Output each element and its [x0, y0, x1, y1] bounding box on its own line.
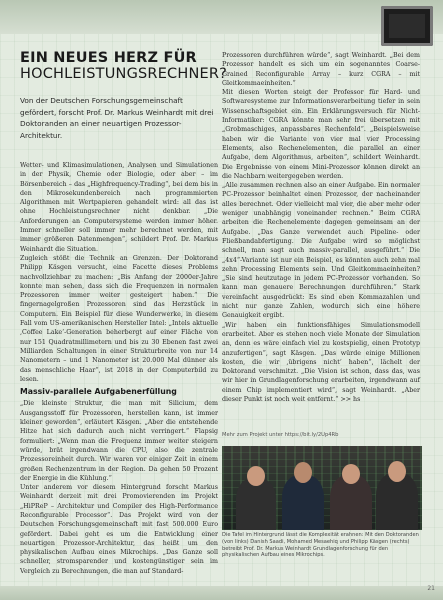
- paragraph: Wetter- und Klimasimulationen, Analysen und Simulationen in der Physik, Chemie oder Biologie, oder aber – im Börsenbereich – das „Highfrequency-Trading“, bei dem bis in den Mikrosekundenbereich nach programmierten Algorithmen mit Wertpapieren gehandelt wird: all das ist ohne Hochleistungsrechner nicht denkbar. „Die Anforderungen an Computersysteme werden immer höher. Immer schneller soll immer mehr berechnet werden, mit immer größeren Datenmengen“, schildert Prof. Dr. Markus Weinhardt die Situation.: [20, 162, 218, 253]
- text-column-right: [222, 51, 420, 404]
- paragraph: Unter anderem vor diesem Hintergrund forscht Markus Weinhardt derzeit mit drei Promovierenden im Projekt „HiPReP – Architektur und Compiler des High-Performance Reconfigurable Processor“. Das Projekt wird von der Deutschen Forschungsgemeinschaft mit fast 500.000 Euro gefördert. Dabei geht es um die Entwicklung einer neuartigen Prozessor-Architektur, das heißt um den physikalischen Aufbau eines Mikrochips. „Das Ganze soll schneller, stromsparender und kostengünstiger sein im Vergleich zu Berechnungen, die man auf Standard-: [20, 484, 218, 575]
- person-head: [247, 466, 265, 486]
- circuit-board-header: [0, 0, 443, 34]
- section-subheading: Massiv-parallele Aufgabenerfüllung: [20, 387, 177, 397]
- person-figure: [282, 475, 324, 530]
- paragraph: „Wir haben ein funktionsfähiges Simulationsmodell erarbeitet. Aber es stehen noch viele Monate der Simulation an, denn es wäre einfach viel zu kostspielig, einen Prototyp anzufertigen“, sagt Käsgen. „Das würde einige Millionen kosten, die wir ‚übrigens nicht‘ haben“, lächelt der Doktorand verschmitzt. „Die Vision ist schon, dass das, was wir hier in Grundlagenforschung erarbeiten, irgendwann auf einem Chip implementiert wird“, sagt Weinhardt. „Aber dieser Punkt ist noch weit entfernt.“ >> hs: [222, 321, 420, 403]
- photo-caption: Die Tafel im Hintergrund lässt die Komplexität erahnen: Mit den Doktoranden (von links) Danish Saadi, Mohamed Mesaehiq und Philipp Käsgen (rechts) betreibt Prof. Dr. Markus Weinhardt Grundlagenforschung für den physikalischen Aufbau eines Mikrochips.: [222, 532, 419, 559]
- person-head: [342, 464, 360, 484]
- lead-paragraph: Von der Deutschen Forschungsgemeinschaft gefördert, forscht Prof. Dr. Markus Weinhardt mit drei Doktoranden an einer neuartigen Prozessor-Architektur.: [20, 96, 214, 140]
- project-link[interactable]: Mehr zum Projekt unter https://bit.ly/2Up4Rb: [222, 432, 339, 438]
- paragraph: Zugleich stößt die Technik an Grenzen. Der Doktorand Philipp Käsgen versucht, eine Facette dieses Problems nachvollziehbar zu machen: „Bis Anfang der 2000er-Jahre konnte man sehen, dass sich die Frequenzen in normalen Prozessoren immer weiter gesteigert haben.“ Die fingernagelgroßen Prozessoren sind das Herzstück in Computern. Ein Beispiel für diese Wunderwerke, in diesem Fall vom US-amerikanischen Hersteller Intel: „Intels aktuelle ‚Coffee Lake‘-Generation beherbergt auf einer Fläche von nur 151 Quadratmillimetern und bis zu 30 Ebenen fast zwei Milliarden Schaltungen in einer Strukturbreite von nur 14 Nanometern – und 1 Nanometer ist 20.000 Mal dünner als das menschliche Haar“, ist 2018 in der Computerbild zu lesen.: [20, 254, 218, 383]
- paragraph: Mit diesen Worten steigt der Professor für Hard- und Softwaresysteme zur Informationsverarbeitung tiefer in sein Wissenschaftsgebiet ein. Ein Erklärungsversuch für Nicht-Informatiker: CGRA könnte man sehr frei übersetzen mit „Grobmaschiges, anpassbares Rechenfeld“. „Beispielsweise haben wir die Variante von vier mal vier Processing Elements, also Rechenelementen, die parallel an einer Aufgabe, dem Algorithmus, arbeiten“, schildert Weinhardt. Die Ergebnisse von einem Mini-Prozessor können direkt an die Nachbarn weitergegeben werden.: [222, 89, 420, 180]
- person-head: [294, 462, 312, 483]
- paragraph: „Die kleinste Struktur, die man mit Silicium, dem Ausgangsstoff für Prozessoren, herstellen kann, ist immer kleiner geworden“, erläutert Käsgen. „Aber die entstehende Hitze hat sich dadurch auch nicht verringert.“ Flapsig formuliert: „Wenn man die Frequenz immer weiter steigern würde, brät irgendwann die CPU, also die zentrale Prozessoreinheit durch. Wir waren vor einiger Zeit in einem großen Rechenzentrum in der Region. Da gehen 50 Prozent der Energie in die Kühlung.“: [20, 400, 218, 482]
- circuit-board-footer: [0, 586, 443, 600]
- paragraph: Prozessoren durchführen würde“, sagt Weinhardt. „Bei dem Prozessor handelt es sich um ein sogenanntes Coarse-Grained Reconfigurable Array – kurz CGRA – mit Gleitkommaeinheiten.“: [222, 52, 420, 87]
- headline-line-2: HOCHLEISTUNGSRECHNER?: [20, 66, 228, 82]
- team-photo: [222, 446, 422, 530]
- page-number: 21: [427, 585, 435, 592]
- person-head: [388, 461, 406, 482]
- headline-line-1: EIN NEUES HERZ FÜR: [20, 50, 197, 66]
- paragraph: „Alle zusammen rechnen also an einer Aufgabe. Ein normaler PC-Prozessor beinhaltet einen Prozessor, der nacheinander alles berechnet. Oder vielleicht mal vier, die aber mehr oder weniger unabhängig voneinander rechnen.“ Beim CGRA arbeiten die Rechenelemente dagegen gemeinsam an der Aufgabe. „Das Ganze verwendet auch Pipeline- oder Fließbandabfertigung. Die Aufgabe wird so möglichst schnell, man sagt auch massiv-parallel, ausgeführt.“ Die „4x4“-Variante ist nur ein Beispiel, es könnten auch zehn mal zehn Processing Elements sein. Und Gleitkommaeinheiten? „Sie sind heutzutage in jedem PC-Prozessor vorhanden. So kann man genauere Berechnungen durchführen.“ Stark vereinfacht ausgedrückt: Es sind eben Kommazahlen und nicht nur ganze Zahlen, wodurch sich eine höhere Genauigkeit ergibt.: [222, 182, 420, 320]
- text-column-left: [20, 161, 218, 576]
- microchip-image: [381, 6, 433, 46]
